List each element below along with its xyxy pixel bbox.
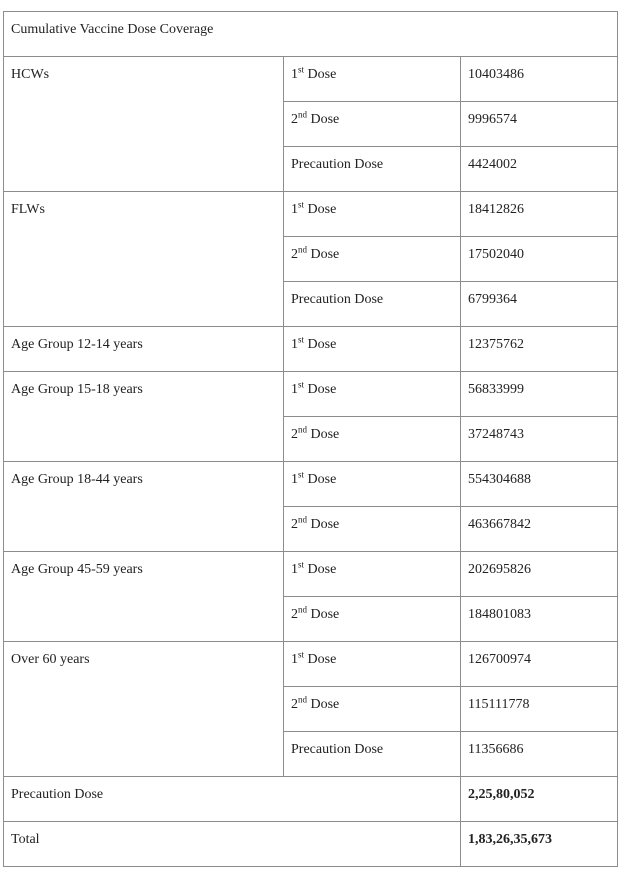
vaccine-coverage-table [3,11,618,867]
dose-text: Dose [304,562,337,577]
dose-count: 115111778 [468,697,530,712]
value-cell [461,102,618,147]
group-name: Age Group 18-44 years [11,472,143,487]
dose-text: Dose [307,112,340,127]
dose-cell [284,57,461,102]
group-name-cell [4,642,284,777]
group-name-cell [4,462,284,552]
dose-number: 1 [291,562,298,577]
group-name: Age Group 15-18 years [11,382,143,397]
dose-ordinal-suffix: st [298,64,305,75]
dose-number: 2 [291,607,298,622]
dose-ordinal-suffix: nd [298,604,307,615]
dose-text: Precaution Dose [291,157,384,172]
dose-text: Dose [304,382,337,397]
dose-count: 463667842 [468,517,531,532]
dose-number: 2 [291,112,298,127]
totals-value-cell [461,777,618,822]
dose-cell [284,642,461,687]
dose-ordinal-suffix: nd [298,244,307,255]
dose-label [291,147,453,174]
dose-count: 4424002 [468,157,517,172]
dose-label [291,327,453,354]
value-cell [461,732,618,777]
dose-text: Dose [307,517,340,532]
dose-count: 10403486 [468,67,524,82]
dose-count: 12375762 [468,337,524,352]
dose-count: 56833999 [468,382,524,397]
dose-count: 554304688 [468,472,531,487]
dose-number: 2 [291,517,298,532]
dose-label [291,732,453,759]
table-body [4,12,618,867]
dose-label [291,237,453,264]
dose-text: Dose [307,607,340,622]
dose-label [291,372,453,399]
group-name: HCWs [11,67,50,82]
value-cell [461,507,618,552]
dose-ordinal-suffix: st [298,559,305,570]
value-cell [461,192,618,237]
dose-cell [284,732,461,777]
dose-ordinal-suffix: nd [298,424,307,435]
value-cell [461,147,618,192]
group-name-cell [4,327,284,372]
value-cell [461,237,618,282]
dose-cell [284,327,461,372]
dose-count: 11356686 [468,742,524,757]
dose-cell [284,147,461,192]
value-cell [461,597,618,642]
dose-cell [284,552,461,597]
dose-number: 2 [291,697,298,712]
value-cell [461,282,618,327]
table-row [4,57,618,102]
table-row [4,642,618,687]
dose-label [291,687,453,714]
value-cell [461,417,618,462]
dose-ordinal-suffix: nd [298,109,307,120]
dose-text: Dose [307,247,340,262]
dose-cell [284,102,461,147]
dose-number: 2 [291,427,298,442]
value-cell [461,462,618,507]
dose-cell [284,192,461,237]
totals-label: Total [11,832,40,847]
dose-count: 17502040 [468,247,524,262]
dose-cell [284,237,461,282]
dose-cell [284,687,461,732]
dose-text: Precaution Dose [291,292,384,307]
dose-label [291,462,453,489]
group-name-cell [4,372,284,462]
dose-ordinal-suffix: st [298,469,305,480]
dose-count: 184801083 [468,607,531,622]
dose-text: Dose [304,472,337,487]
group-name-cell [4,552,284,642]
totals-value: 2,25,80,052 [468,787,535,802]
group-name: Over 60 years [11,652,90,667]
table-title-cell [4,12,618,57]
group-name-cell [4,192,284,327]
dose-text: Dose [304,337,337,352]
value-cell [461,552,618,597]
totals-row [4,777,618,822]
totals-value-cell [461,822,618,867]
dose-text: Dose [304,67,337,82]
dose-count: 9996574 [468,112,517,127]
dose-ordinal-suffix: st [298,334,305,345]
totals-label: Precaution Dose [11,787,104,802]
dose-text: Dose [304,652,337,667]
dose-cell [284,372,461,417]
table-title: Cumulative Vaccine Dose Coverage [11,22,214,37]
table-row [4,552,618,597]
dose-count: 37248743 [468,427,524,442]
table-title-row [4,12,618,57]
dose-label [291,597,453,624]
value-cell [461,372,618,417]
dose-cell [284,282,461,327]
value-cell [461,57,618,102]
dose-label [291,102,453,129]
value-cell [461,642,618,687]
dose-count: 202695826 [468,562,531,577]
dose-number: 1 [291,337,298,352]
value-cell [461,327,618,372]
dose-cell [284,597,461,642]
dose-ordinal-suffix: st [298,649,305,660]
dose-label [291,192,453,219]
dose-text: Dose [307,427,340,442]
dose-number: 1 [291,652,298,667]
dose-count: 6799364 [468,292,517,307]
dose-count: 126700974 [468,652,531,667]
value-cell [461,687,618,732]
dose-count: 18412826 [468,202,524,217]
dose-label [291,57,453,84]
totals-label-cell [4,822,461,867]
dose-number: 1 [291,472,298,487]
dose-label [291,507,453,534]
group-name: Age Group 12-14 years [11,337,143,352]
totals-value: 1,83,26,35,673 [468,832,552,847]
dose-cell [284,462,461,507]
dose-text: Dose [304,202,337,217]
dose-label [291,642,453,669]
dose-number: 1 [291,67,298,82]
dose-ordinal-suffix: nd [298,514,307,525]
dose-label [291,552,453,579]
dose-cell [284,507,461,552]
dose-text: Dose [307,697,340,712]
dose-label [291,417,453,444]
dose-label [291,282,453,309]
group-name: FLWs [11,202,45,217]
group-name-cell [4,57,284,192]
table-row [4,462,618,507]
dose-ordinal-suffix: nd [298,694,307,705]
totals-label-cell [4,777,461,822]
totals-row [4,822,618,867]
table-row [4,192,618,237]
table-row [4,372,618,417]
dose-number: 1 [291,202,298,217]
dose-ordinal-suffix: st [298,379,305,390]
dose-text: Precaution Dose [291,742,384,757]
dose-ordinal-suffix: st [298,199,305,210]
dose-number: 2 [291,247,298,262]
dose-cell [284,417,461,462]
group-name: Age Group 45-59 years [11,562,143,577]
table-row [4,327,618,372]
dose-number: 1 [291,382,298,397]
